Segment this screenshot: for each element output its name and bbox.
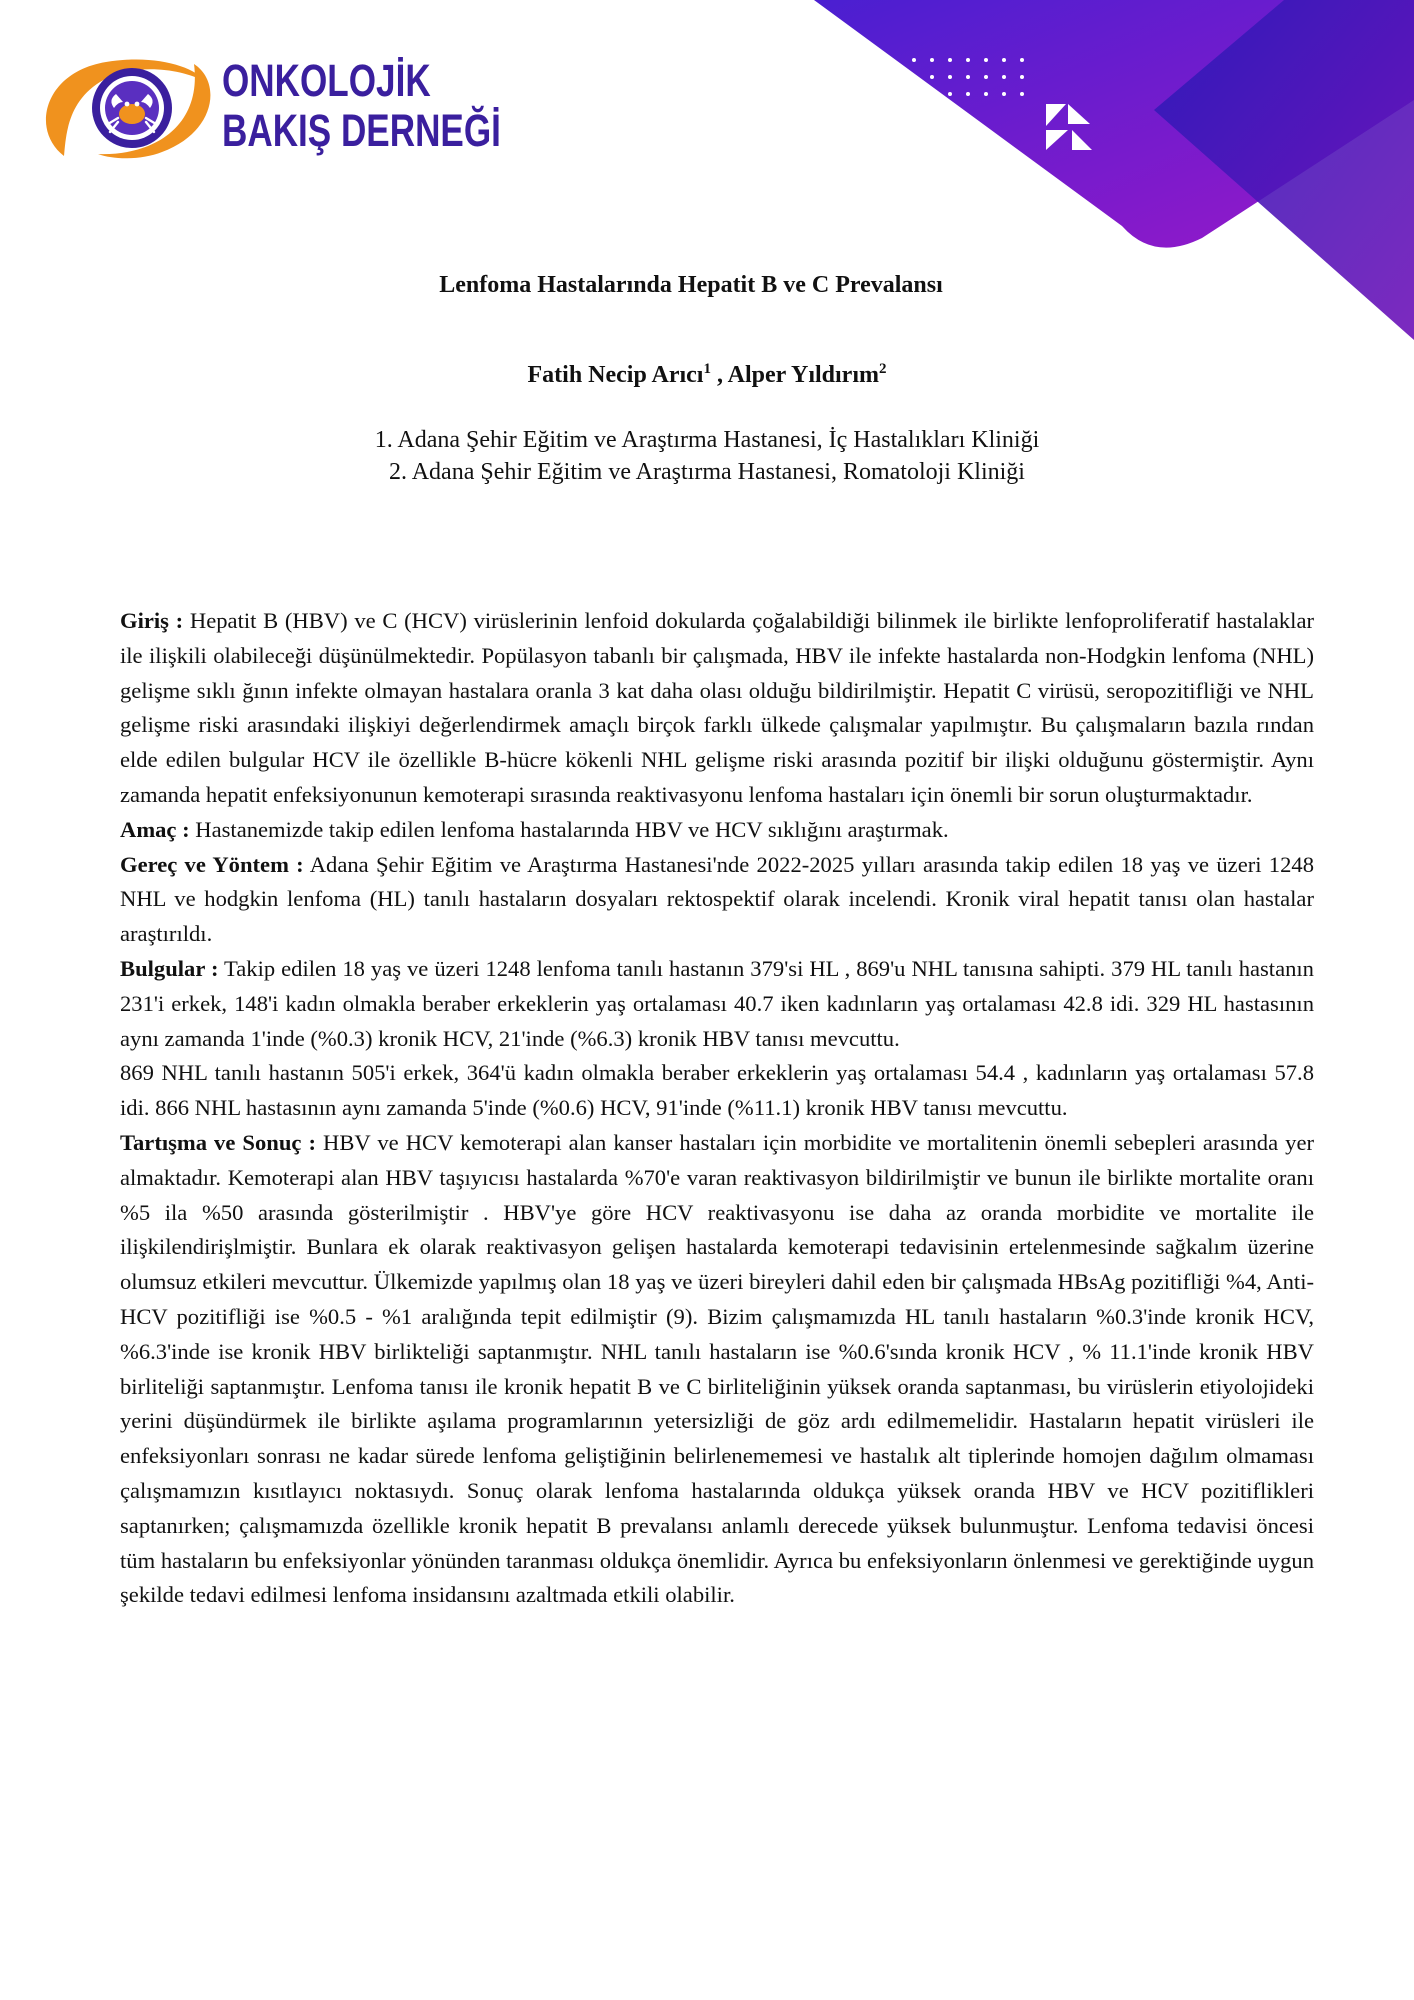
organization-logo — [44, 52, 514, 162]
author-separator: , — [710, 362, 728, 388]
logo-line-2: BAKIŞ DERNEĞİ — [222, 105, 501, 156]
crab-emblem-icon — [44, 52, 216, 162]
section-text: Hepatit B (HBV) ve C (HCV) virüslerinin lenfoid dokularda çoğalabildiği bilinmek ile birlikte lenfoproliferatif hastalaklar ile ilişkili olabileceği düşünülmektedir. Popülasyon tabanlı bir çalışmada, HBV ile infekte hastalarda non-Hodgkin lenfoma (NHL) gelişme sıklı ğının infekte olmayan hastalara oranla 3 kat daha olası olduğu bildirilmiştir. Hepatit C virüsü, seropozitifliği ve NHL gelişme riski arasındaki ilişkiyi değerlendirmek amaçlı birçok farklı ülkede çalışmalar yapılmıştır. Bu çalışmaların bazıla rından elde edilen bulgular HCV ile özellikle B-hücre kökenli NHL gelişme riski arasında pozitif bir ilişki olduğunu göstermiştir. Aynı zamanda hepatit enfeksiyonunun kemoterapi sırasında reaktivasyonu lenfoma hastaları için önemli bir sorun oluşturmaktadır. — [120, 608, 1315, 807]
section-label: Amaç : — [120, 816, 190, 842]
author-1-affiliation: 1 — [703, 361, 711, 377]
author-2-affiliation: 2 — [878, 361, 887, 377]
section-bulgular-cont: 869 NHL tanılı hastanın 505'i erkek, 364'ü kadın olmakla beraber erkeklerin yaş ortalaması 54.4 , kadınların yaş ortalaması 57.8 idi. 866 NHL hastasının aynı zamanda 5'inde (%0.6) HCV, 91'inde (%11.1) kronik HBV tanısı mevcuttu. — [120, 1060, 1314, 1121]
author-1: Fatih Necip Arıcı — [527, 362, 704, 388]
logo-wordmark — [222, 56, 501, 156]
logo-line-1: ONKOLOJİK — [222, 55, 431, 106]
authors-line — [0, 361, 1414, 389]
section-giris — [120, 604, 1314, 813]
affiliation-1: 1. Adana Şehir Eğitim ve Araştırma Hastanesi, İç Hastalıkları Kliniği — [374, 427, 1040, 453]
affiliations — [0, 424, 1414, 488]
author-2: Alper Yıldırım — [727, 362, 879, 388]
section-label: Tartışma ve Sonuç : — [120, 1129, 316, 1155]
abstract-body — [120, 604, 1314, 1613]
section-text: HBV ve HCV kemoterapi alan kanser hastaları için morbidite ve mortalitenin önemli sebepleri arasında yer almaktadır. Kemoterapi alan HBV taşıyıcısı hastalarda %70'e varan reaktivasyon bildirilmiştir ve bunun ile birlikte mortalite oranı %5 ila %50 arasında gösterilmiştir . HBV'ye göre HCV reaktivasyonu ise daha az oranda morbidite ve mortalite ile ilişkilendirişlmiştir. Bunlara ek olarak reaktivasyon gelişen hastalarda kemoterapi tedavisinin ertelenmesinde sağkalım üzerine olumsuz etkileri mevcuttur. Ülkemizde yapılmış olan 18 yaş ve üzeri bireyleri dahil eden bir çalışmada HBsAg pozitifliği %4, Anti-HCV pozitifliği ise %0.5 - %1 aralığında tepit edilmiştir (9). Bizim çalışmamızda HL tanılı hastaların %0.3'inde kronik HCV, %6.3'inde ise kronik HBV birlikteliği saptanmıştır. NHL tanılı hastaların ise %0.6'sında kronik HCV , % 11.1'inde kronik HBV birliteliği saptanmıştır. Lenfoma tanısı ile kronik hepatit B ve C birliteliğinin yüksek oranda saptanması, bu virüslerin etiyolojideki yerini düşündürmek ile birlikte aşılama programlarının yetersizliği de göz ardı edilmemelidir. Hastaların hepatit virüsleri ile enfeksiyonları sonrası ne kadar sürede lenfoma geliştiğinin belirlenememesi ve hastalık alt tiplerinde homojen dağılım olmaması çalışmamızın kısıtlayıcı noktasıydı. Sonuç olarak lenfoma hastalarında oldukça yüksek oranda HBV ve HCV pozitiflikleri saptanırken; çalışmamızda özellikle kronik hepatit B prevalansı anlamlı derecede yüksek bulunmuştur. Lenfoma tedavisi öncesi tüm hastaların bu enfeksiyonlar yönünden taranması oldukça önemlidir. Ayrıca bu enfeksiyonların önlenmesi ve gerektiğinde uygun şekilde tedavi edilmesi lenfoma insidansını azaltmada etkili olabilir. — [120, 1129, 1314, 1608]
section-tartisma-sonuc — [120, 1126, 1314, 1613]
affiliation-2: 2. Adana Şehir Eğitim ve Araştırma Hastanesi, Romatoloji Kliniği — [389, 459, 1025, 485]
section-text: Adana Şehir Eğitim ve Araştırma Hastanesi'nde 2022-2025 yılları arasında takip edilen 18 yaş ve üzeri 1248 NHL ve hodgkin lenfoma (HL) tanılı hastaların dosyaları rektospektif olarak incelendi. Kronik viral hepatit tanısı olan hastalar araştırıldı. — [120, 851, 1314, 947]
section-label: Bulgular : — [120, 955, 219, 981]
document-title: Lenfoma Hastalarında Hepatit B ve C Prevalansı — [439, 272, 943, 298]
section-bulgular — [120, 952, 1314, 1056]
section-label: Gereç ve Yöntem : — [120, 851, 304, 877]
section-amac — [120, 813, 1314, 848]
section-gerec-yontem — [120, 848, 1314, 952]
section-label: Giriş : — [120, 608, 184, 633]
section-text: Hastanemizde takip edilen lenfoma hastalarında HBV ve HCV sıklığını araştırmak. — [189, 816, 949, 842]
section-text: Takip edilen 18 yaş ve üzeri 1248 lenfoma tanılı hastanın 379'si HL , 869'u NHL tanısına sahipti. 379 HL tanılı hastanın 231'i erkek, 148'i kadın olmakla beraber erkeklerin yaş ortalaması 40.7 iken kadınların yaş ortalaması 42.8 idi. 329 HL hastasının aynı zamanda 1'inde (%0.3) kronik HCV, 21'inde (%6.3) kronik HBV tanısı mevcuttu. — [120, 955, 1314, 1051]
